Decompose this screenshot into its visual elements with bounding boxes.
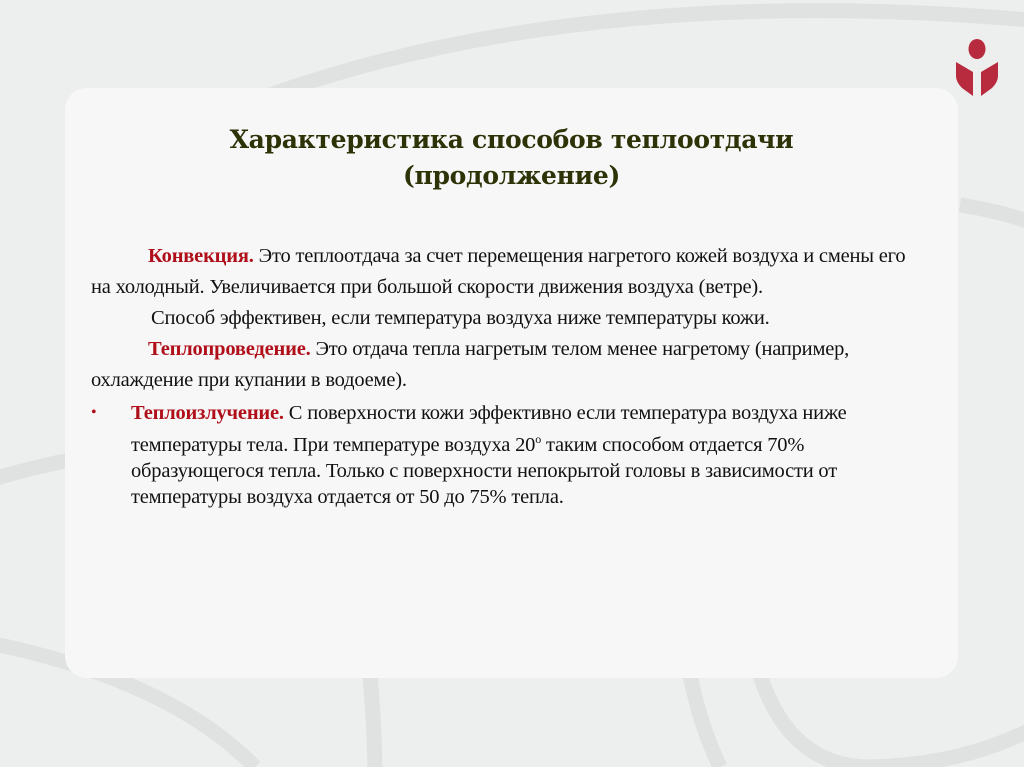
convection-text: Это теплоотдача за счет перемещения нагретого кожей воздуха и смены его на холодный. Увеличивается при большой скорости движения воздуха (ветре). [91,245,906,298]
term-conduction: Теплопроведение. [148,338,311,360]
title-line-2: (продолжение) [402,161,621,190]
paragraph-convection [91,241,921,303]
effectiveness-text: Способ эффективен, если температура воздуха ниже температуры кожи. [151,307,770,329]
slide-title [65,122,958,194]
reader-book-icon [953,36,1001,98]
arc-bottom-mid [370,675,375,767]
degree-superscript: о [535,432,542,446]
term-radiation: Теплоизлучение. [131,402,284,424]
term-convection: Конвекция. [148,245,254,267]
bullet-radiation [91,400,921,510]
content-card [65,88,958,678]
conduction-text: Это отдача тепла нагретым телом менее нагретому (например, охлаждение при купании в водоеме). [91,338,850,391]
radiation-text-1: С поверхности кожи эффективно если температура воздуха ниже температуры тела. При температуре воздуха 20 [131,402,847,456]
paragraph-conduction [91,334,921,396]
arc-bottom-right2 [760,675,1024,767]
bullet-icon: • [91,404,97,421]
slide-body [91,241,921,510]
title-line-1: Характеристика способов теплоотдачи [229,125,794,154]
arc-right [960,205,1024,222]
arc-bottom-right1 [690,675,720,767]
radiation-text-2: таким способом отдается 70% образующегося тепла. Только с поверхности непокрытой головы в зависимости от температуры воздуха отдается от 50 до 75% тепла. [131,433,837,508]
paragraph-effectiveness [91,303,921,334]
arc-left [0,460,70,480]
